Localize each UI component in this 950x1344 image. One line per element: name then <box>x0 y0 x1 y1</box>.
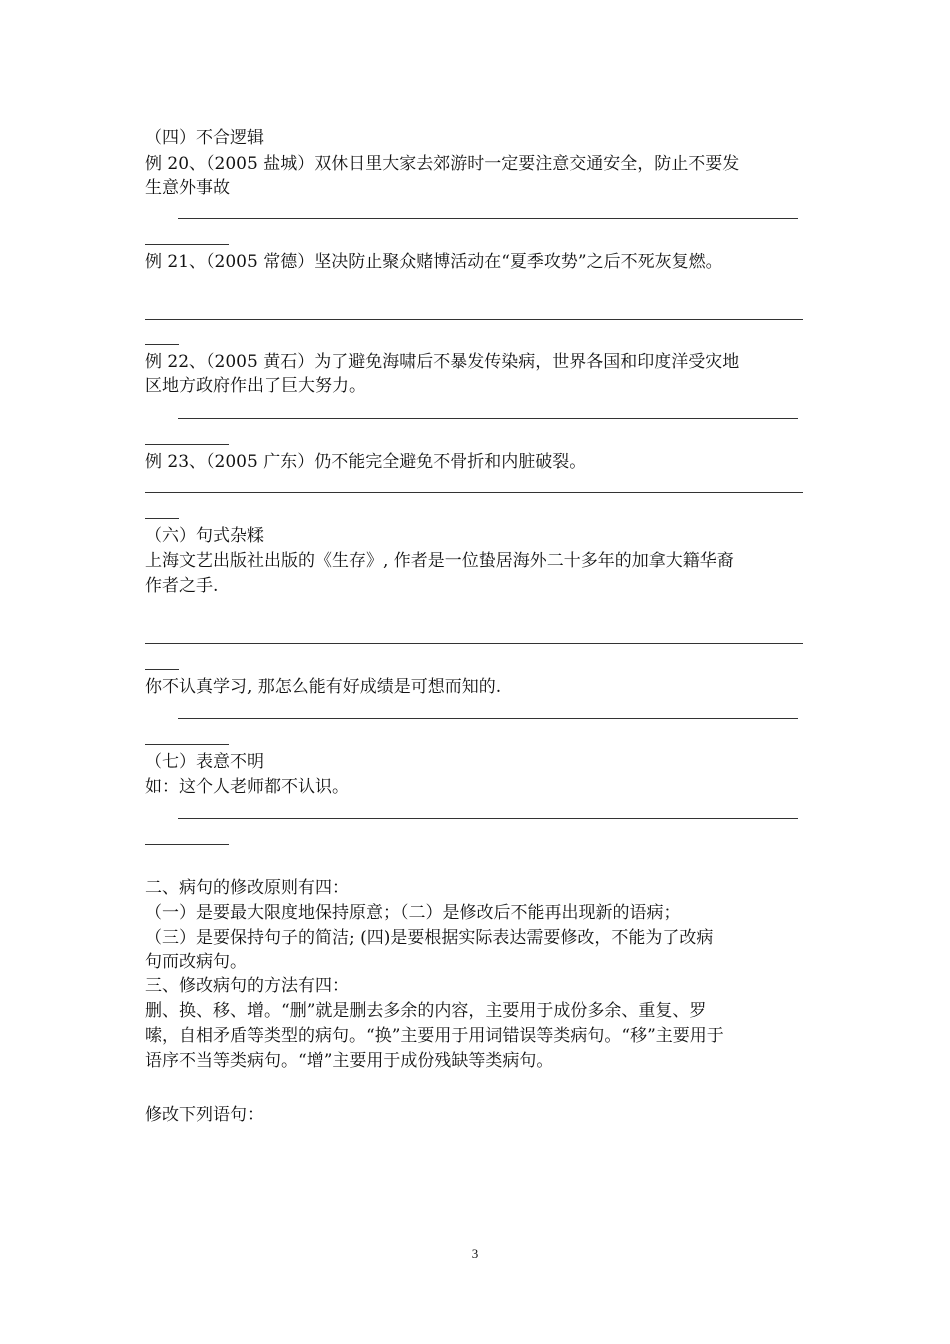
answer-line <box>145 319 803 320</box>
example-20-line-1: 例 20、（2005 盐城）双休日里大家去郊游时一定要注意交通安全，防止不要发 <box>145 154 740 174</box>
example-20-line-2: 生意外事故 <box>145 178 230 198</box>
methods-line-2: 嗦，自相矛盾等类型的病句。“换”主要用于用词错误等类病句。“移”主要用于 <box>145 1026 724 1046</box>
mixed-example-1-line-1: 上海文艺出版社出版的《生存》, 作者是一位蛰居海外二十多年的加拿大籍华裔 <box>145 551 734 571</box>
unclear-example: 如：这个人老师都不认识。 <box>145 777 349 797</box>
example-22-line-1: 例 22、（2005 黄石）为了避免海啸后不暴发传染病，世界各国和印度洋受灾地 <box>145 352 740 372</box>
example-23: 例 23、（2005 广东）仍不能完全避免不骨折和内脏破裂。 <box>145 452 587 472</box>
exercise-heading: 修改下列语句： <box>145 1105 264 1125</box>
principles-heading: 二、病句的修改原则有四： <box>145 878 349 898</box>
mixed-example-2: 你不认真学习, 那怎么能有好成绩是可想而知的. <box>145 677 502 697</box>
example-22-line-2: 区地方政府作出了巨大努力。 <box>145 376 366 396</box>
answer-line-cont <box>145 669 179 670</box>
answer-line <box>178 218 798 219</box>
answer-line-cont <box>145 518 179 519</box>
answer-line-cont <box>145 744 229 745</box>
answer-line <box>145 492 803 493</box>
answer-line <box>145 643 803 644</box>
section-heading-mixed-structure: （六）句式杂糅 <box>145 526 264 546</box>
answer-line <box>178 418 798 419</box>
mixed-example-1-line-2: 作者之手. <box>145 576 219 596</box>
answer-line <box>178 818 798 819</box>
section-heading-illogical: （四）不合逻辑 <box>145 128 264 148</box>
principles-line-3: 句而改病句。 <box>145 952 247 972</box>
example-21: 例 21、（2005 常德）坚决防止聚众赌博活动在“夏季攻势”之后不死灰复燃。 <box>145 252 723 272</box>
answer-line <box>178 718 798 719</box>
principles-line-1: （一）是要最大限度地保持原意；（二）是修改后不能再出现新的语病； <box>145 903 681 923</box>
methods-line-3: 语序不当等类病句。“增”主要用于成份残缺等类病句。 <box>145 1051 554 1071</box>
methods-heading: 三、修改病句的方法有四： <box>145 976 349 996</box>
principles-line-2: （三）是要保持句子的简洁; (四)是要根据实际表达需要修改，不能为了改病 <box>145 928 714 948</box>
answer-line-cont <box>145 844 229 845</box>
answer-line-cont <box>145 244 229 245</box>
answer-line-cont <box>145 444 229 445</box>
page-number: 3 <box>471 1246 479 1261</box>
methods-line-1: 删、换、移、增。“删”就是删去多余的内容，主要用于成份多余、重复、罗 <box>145 1001 707 1021</box>
answer-line-cont <box>145 344 179 345</box>
section-heading-unclear-meaning: （七）表意不明 <box>145 752 264 772</box>
